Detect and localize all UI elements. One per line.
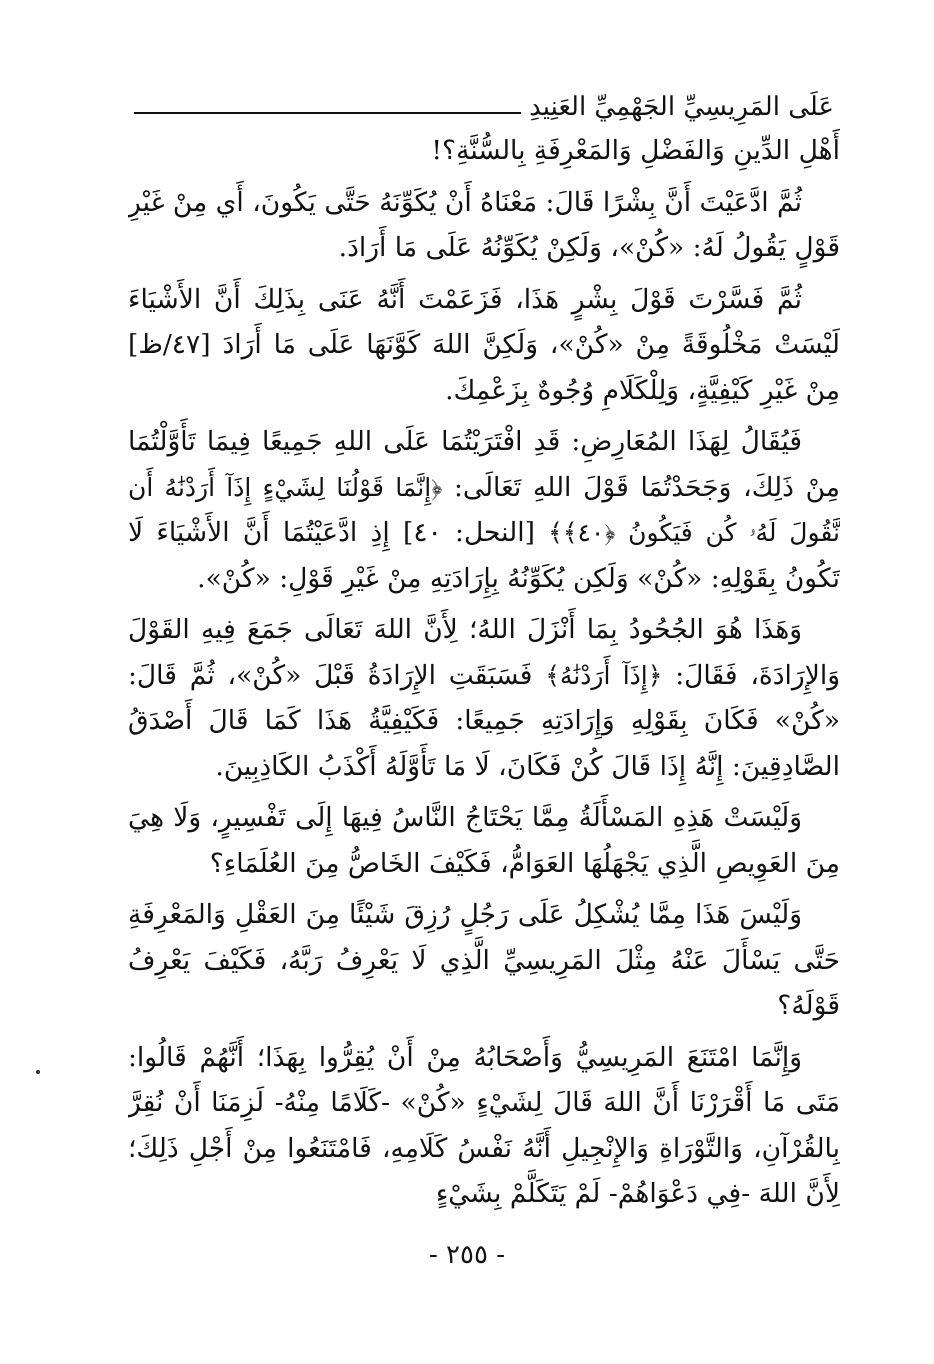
header-rule: [134, 112, 521, 114]
paragraph-text: ثُمَّ ادَّعَيْتَ أَنَّ بِشْرًا قَالَ: مَعْنَاهُ أَنْ يُكَوِّنَهُ حَتَّى يَكُونَ، أَي مِنْ غَيْرِ قَوْلٍ يَقُولُ لَهُ: «كُنْ»، وَلَكِنْ يُكَوِّنُهُ عَلَى مَا أَرَادَ.: [128, 186, 840, 263]
paragraph-text: وَلَيْسَتْ هَذِهِ المَسْأَلَةُ مِمَّا يَحْتَاجُ النَّاسُ فِيهَا إِلَى تَفْسِيرٍ، وَلَا هِيَ مِنَ العَوِيصِ الَّذِي يَجْهَلُهَا العَوَامُّ، فَكَيْفَ الخَاصُّ مِنَ العُلَمَاءِ؟: [128, 802, 840, 879]
paragraph-text: أَهْلِ الدِّينِ وَالفَضْلِ وَالمَعْرِفَةِ بِالسُّنَّةِ؟!: [431, 135, 840, 166]
scan-speck: [36, 1070, 40, 1074]
paragraph-text: [النحل: ٤٠] إِذِ ادَّعَيْتُمَا أَنَّ الأَشْيَاءَ لَا تَكُونُ بِقَوْلِهِ: «كُنْ» وَلَكِن يُكَوِّنُهُ بِإِرَادَتِهِ مِنْ غَيْرِ قَوْلِ: «كُنْ».: [128, 517, 840, 594]
running-header-title: عَلَى المَرِيسِيِّ الجَهْمِيِّ العَنِيدِ: [529, 92, 834, 122]
body-text: [128, 128, 840, 1218]
page-number: - ٢٥٥ -: [428, 1240, 506, 1270]
quran-verse: ﴿إِذَآ أَرَدْنَٰهُ﴾: [545, 660, 663, 690]
paragraph-4: [128, 419, 840, 601]
paragraph-8: [128, 1035, 840, 1217]
running-header: [134, 80, 834, 120]
paragraph-3: [128, 277, 840, 414]
paragraph-text: فَسَبَقَتِ الإِرَادَةُ قَبْلَ «كُنْ»، ثُمَّ قَالَ: «كُنْ» فَكَانَ بِقَوْلِهِ وَإِرَادَتِهِ جَمِيعًا: فَكَيْفِيَّةُ هَذَا كَمَا قَالَ أَصْدَقُ الصَّادِقِينَ: إِنَّهُ إِذَا قَالَ كُنْ فَكَانَ، لَا مَا تَأَوَّلَهُ أَكْذَبُ الكَاذِبِينَ.: [128, 659, 840, 782]
paragraph-6: [128, 795, 840, 886]
paragraph-text: فَيُقَالُ لِهَذَا المُعَارِضِ: قَدِ افْتَرَيْتُمَا عَلَى اللهِ جَمِيعًا فِيمَا تَأَوَّلْتُمَا مِنْ ذَلِكَ، وَجَحَدْتُمَا قَوْلَ اللهِ تَعَالَى:: [128, 426, 840, 503]
paragraph-text: وَلَيْسَ هَذَا مِمَّا يُشْكِلُ عَلَى رَجُلٍ رُزِقَ شَيْئًا مِنَ العَقْلِ وَالمَعْرِفَةِ حَتَّى يَسْأَلَ عَنْهُ مِثْلَ المَرِيسِيِّ الَّذِي لَا يَعْرِفُ رَبَّهُ، فَكَيْفَ يَعْرِفُ قَوْلَهُ؟: [128, 899, 840, 1021]
paragraph-text: ثُمَّ فَسَّرْتَ قَوْلَ بِشْرٍ هَذَا، فَزَعَمْتَ أَنَّهُ عَنَى بِذَلِكَ أَنَّ الأَشْيَاءَ لَيْسَتْ مَخْلُوقَةً مِنْ «كُنْ»، وَلَكِنَّ اللهَ كَوَّنَهَا عَلَى مَا أَرَادَ [٤٧/ظ] مِنْ غَيْرِ كَيْفِيَّةٍ، وَلِلْكَلَامِ وُجُوهٌ بِزَعْمِكَ.: [128, 283, 840, 406]
paragraph-5: [128, 607, 840, 789]
paragraph-2: [128, 180, 840, 271]
paragraph-1: [128, 128, 840, 174]
paragraph-text: وَإِنَّمَا امْتَنَعَ المَرِيسِيُّ وَأَصْحَابُهُ مِنْ أَنْ يُقِرُّوا بِهَذَا؛ أَنَّهُمْ قَالُوا: مَتَى مَا أَقْرَرْنَا أَنَّ اللهَ قَالَ لِشَيْءٍ «كُنْ» -كَلَامًا مِنْهُ- لَزِمَنَا أَنْ نُقِرَّ بِالقُرْآنِ، وَالتَّوْرَاةِ وَالإِنْجِيلِ أَنَّهُ نَفْسُ كَلَامِهِ، فَامْتَنَعُوا مِنْ أَجْلِ ذَلِكَ؛ لِأَنَّ اللهَ -فِي دَعْوَاهُمْ- لَمْ يَتَكَلَّمْ بِشَيْءٍ: [128, 1041, 840, 1209]
paragraph-7: [128, 892, 840, 1029]
paragraph-text: وَهَذَا هُوَ الجُحُودُ بِمَا أَنْزَلَ اللهُ؛ لِأَنَّ اللهَ تَعَالَى جَمَعَ فِيهِ القَوْلَ وَالإِرَادَةَ، فَقَالَ:: [128, 614, 840, 691]
quran-verse: ﴿إِنَّمَا قَوْلُنَا لِشَيْءٍ إِذَآ أَرَدْنَٰهُ أَن نَّقُولَ لَهُۥ كُن فَيَكُونُ ﴿٤٠﴾﴾: [128, 472, 840, 547]
